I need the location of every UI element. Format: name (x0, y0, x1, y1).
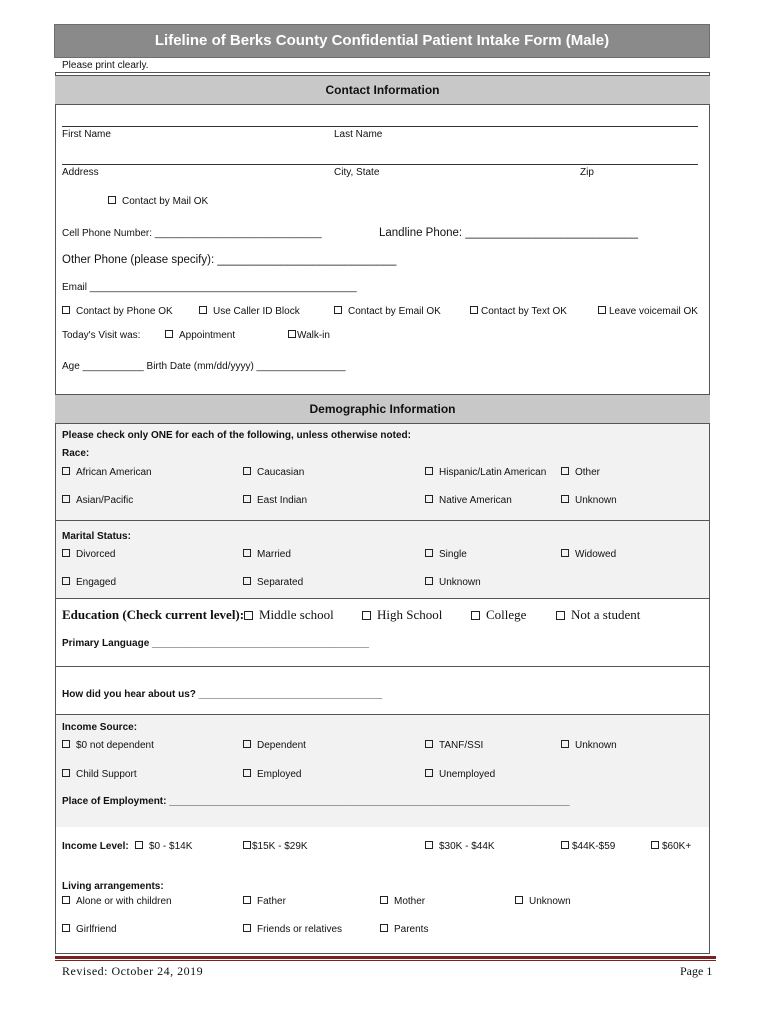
checkbox-icon[interactable] (243, 577, 251, 585)
checkbox-icon[interactable] (425, 495, 433, 503)
checkbox-icon[interactable] (561, 549, 569, 557)
race-option[interactable]: Other (561, 467, 600, 478)
income-source-option[interactable]: TANF/SSI (425, 740, 483, 751)
city-state-label: City, State (334, 167, 380, 178)
checkbox-icon[interactable] (243, 841, 251, 849)
living-option[interactable]: Mother (380, 896, 425, 907)
income-source-option[interactable]: Unknown (561, 740, 617, 751)
education-label: Education (Check current level): (62, 607, 245, 622)
marital-label: Marital Status: (62, 531, 131, 542)
living-option[interactable]: Friends or relatives (243, 924, 342, 935)
checkbox-icon[interactable] (425, 740, 433, 748)
divider (55, 666, 710, 667)
education-option[interactable]: Not a student (556, 607, 640, 623)
zip-label: Zip (580, 167, 594, 178)
race-option[interactable]: African American (62, 467, 152, 478)
form-title: Lifeline of Berks County Confidential Patient Intake Form (Male) (54, 24, 710, 58)
first-name-label: First Name (62, 129, 111, 140)
checkbox-icon[interactable] (362, 611, 371, 620)
checkbox-icon[interactable] (243, 896, 251, 904)
checkbox-icon[interactable] (380, 924, 388, 932)
walkin-option[interactable]: Walk-in (288, 330, 330, 341)
checkbox-icon[interactable] (62, 306, 70, 314)
marital-option[interactable]: Single (425, 549, 467, 560)
income-level-option[interactable]: $44K-$59 (561, 841, 615, 852)
print-note: Please print clearly. (62, 60, 149, 71)
checkbox-icon[interactable] (243, 740, 251, 748)
checkbox-icon[interactable] (243, 495, 251, 503)
instruction-text: Please check only ONE for each of the following, unless otherwise noted: (62, 430, 411, 441)
race-option[interactable]: Caucasian (243, 467, 304, 478)
other-phone-field[interactable]: Other Phone (please specify): ____________________________ (62, 254, 397, 266)
text-ok-option[interactable]: Contact by Text OK (470, 306, 567, 317)
income-source-option[interactable]: Child Support (62, 769, 137, 780)
address-label: Address (62, 167, 99, 178)
checkbox-icon[interactable] (108, 196, 116, 204)
living-label: Living arrangements: (62, 881, 164, 892)
phone-ok-option[interactable]: Contact by Phone OK (62, 306, 173, 317)
voicemail-ok-option[interactable]: Leave voicemail OK (598, 306, 698, 317)
cell-phone-field[interactable]: Cell Phone Number: ______________________________ (62, 228, 322, 239)
marital-option[interactable]: Separated (243, 577, 303, 588)
checkbox-icon[interactable] (561, 495, 569, 503)
address-line[interactable] (62, 164, 698, 165)
checkbox-icon[interactable] (561, 740, 569, 748)
checkbox-icon[interactable] (425, 467, 433, 475)
name-line[interactable] (62, 126, 698, 127)
income-level-option[interactable]: $30K - $44K (425, 841, 495, 852)
checkbox-icon[interactable] (561, 841, 569, 849)
checkbox-icon[interactable] (243, 467, 251, 475)
place-of-employment-field[interactable]: Place of Employment: ________________________________________________________________________ (62, 796, 570, 807)
last-name-label: Last Name (334, 129, 383, 140)
checkbox-icon[interactable] (199, 306, 207, 314)
education-option[interactable]: High School (362, 607, 442, 623)
checkbox-icon[interactable] (470, 306, 478, 314)
checkbox-icon[interactable] (556, 611, 565, 620)
income-level-label: Income Level: (62, 841, 129, 852)
education-option[interactable]: College (471, 607, 526, 623)
visit-label: Today's Visit was: (62, 330, 141, 341)
checkbox-icon[interactable] (598, 306, 606, 314)
email-ok-option[interactable]: Contact by Email OK (334, 306, 441, 317)
checkbox-icon[interactable] (471, 611, 480, 620)
income-level-option[interactable]: $15K - $29K (243, 841, 308, 852)
checkbox-icon[interactable] (62, 740, 70, 748)
income-level-option[interactable]: $60K+ (651, 841, 691, 852)
checkbox-icon[interactable] (62, 769, 70, 777)
race-option[interactable]: East Indian (243, 495, 307, 506)
race-option[interactable]: Native American (425, 495, 512, 506)
checkbox-icon[interactable] (243, 924, 251, 932)
living-option[interactable]: Father (243, 896, 286, 907)
contact-section-header: Contact Information (55, 75, 710, 105)
checkbox-icon[interactable] (425, 549, 433, 557)
income-source-option[interactable]: Unemployed (425, 769, 495, 780)
checkbox-icon[interactable] (561, 467, 569, 475)
email-field[interactable]: Email ________________________________________________ (62, 282, 357, 293)
checkbox-icon[interactable] (62, 549, 70, 557)
footer-rule (55, 956, 716, 959)
checkbox-icon[interactable] (651, 841, 659, 849)
living-option[interactable]: Unknown (515, 896, 571, 907)
marital-option[interactable]: Widowed (561, 549, 616, 560)
race-option[interactable]: Asian/Pacific (62, 495, 133, 506)
race-option[interactable]: Hispanic/Latin American (425, 467, 546, 478)
checkbox-icon[interactable] (135, 841, 143, 849)
mail-ok-label: Contact by Mail OK (122, 196, 209, 207)
checkbox-icon[interactable] (243, 549, 251, 557)
marital-option[interactable]: Divorced (62, 549, 115, 560)
income-source-option[interactable]: Dependent (243, 740, 306, 751)
race-label: Race: (62, 448, 90, 459)
education-option[interactable]: Middle school (244, 607, 334, 623)
race-option[interactable]: Unknown (561, 495, 617, 506)
primary-language-field[interactable]: Primary Language _______________________________________ (62, 638, 369, 649)
age-birthdate-field[interactable]: Age ___________ Birth Date (mm/dd/yyyy) ________________ (62, 361, 346, 372)
checkbox-icon[interactable] (515, 896, 523, 904)
living-option[interactable]: Parents (380, 924, 428, 935)
footer-rule (55, 960, 716, 961)
checkbox-icon[interactable] (62, 577, 70, 585)
checkbox-icon[interactable] (288, 330, 296, 338)
checkbox-icon[interactable] (380, 896, 388, 904)
checkbox-icon[interactable] (62, 896, 70, 904)
checkbox-icon[interactable] (244, 611, 253, 620)
marital-option[interactable]: Unknown (425, 577, 481, 588)
income-source-label: Income Source: (62, 722, 138, 733)
demographic-section-header: Demographic Information (55, 394, 710, 424)
checkbox-icon[interactable] (165, 330, 173, 338)
caller-id-option[interactable]: Use Caller ID Block (199, 306, 300, 317)
checkbox-icon[interactable] (425, 769, 433, 777)
living-option[interactable]: Girlfriend (62, 924, 117, 935)
page-number: Page 1 (680, 964, 713, 978)
marital-option[interactable]: Engaged (62, 577, 116, 588)
checkbox-icon[interactable] (425, 841, 433, 849)
checkbox-icon[interactable] (334, 306, 342, 314)
hear-about-field[interactable]: How did you hear about us? _________________________________ (62, 689, 383, 700)
marital-option[interactable]: Married (243, 549, 291, 560)
income-band (56, 715, 709, 827)
landline-field[interactable]: Landline Phone: ___________________________ (379, 227, 639, 239)
income-source-option[interactable]: Employed (243, 769, 301, 780)
checkbox-icon[interactable] (243, 769, 251, 777)
revised-date: Revised: October 24, 2019 (62, 964, 204, 978)
checkbox-icon[interactable] (62, 467, 70, 475)
mail-ok-option[interactable] (108, 196, 208, 207)
checkbox-icon[interactable] (62, 495, 70, 503)
appointment-option[interactable]: Appointment (165, 330, 235, 341)
living-option[interactable]: Alone or with children (62, 896, 172, 907)
checkbox-icon[interactable] (425, 577, 433, 585)
income-level-option[interactable]: $0 - $14K (135, 841, 192, 852)
checkbox-icon[interactable] (62, 924, 70, 932)
income-source-option[interactable]: $0 not dependent (62, 740, 154, 751)
divider (55, 598, 710, 599)
